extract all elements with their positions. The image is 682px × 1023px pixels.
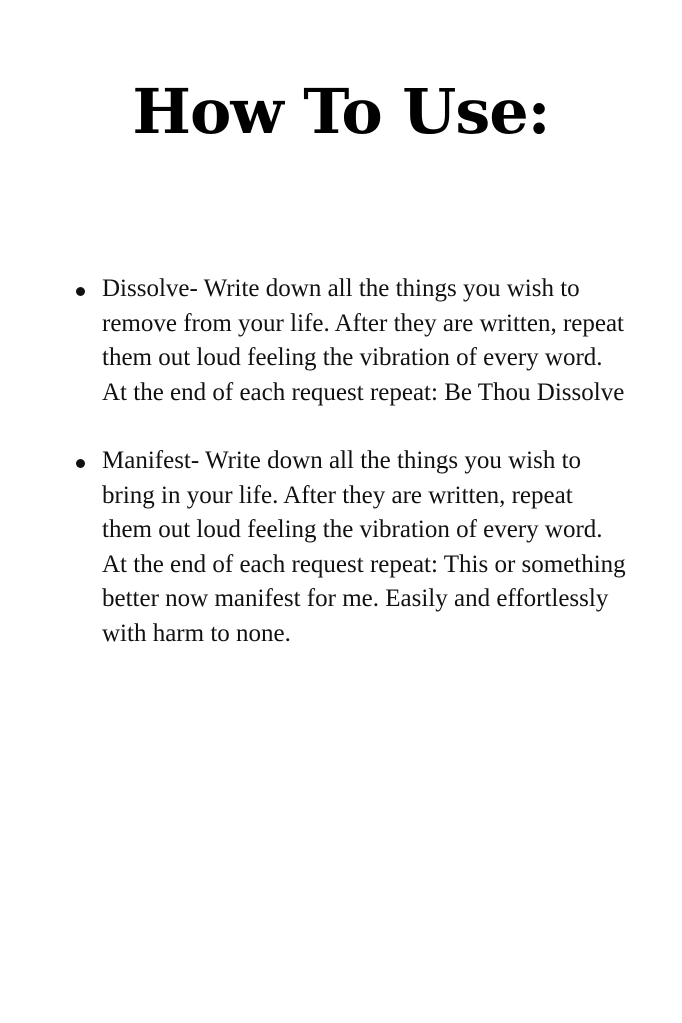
page-title: How To Use:	[132, 75, 550, 148]
dissolve-instruction-text: Dissolve- Write down all the things you wish to remove from your life. After they are written, repeat them out loud feeling the vibration of every word. At the end of each request repeat: Be Thou Dissolve	[102, 275, 625, 406]
bullet-icon	[76, 287, 85, 296]
manifest-instruction-text: Manifest- Write down all the things you wish to bring in your life. After they are written, repeat them out loud feeling the vibration of every word. At the end of each request repeat: This or something better now manifest for me. Easily and effortlessly with harm to none.	[102, 447, 626, 647]
instruction-item-dissolve	[0, 272, 682, 410]
instruction-item-manifest	[0, 444, 682, 651]
bullet-icon	[76, 459, 85, 468]
instruction-list	[0, 272, 682, 685]
